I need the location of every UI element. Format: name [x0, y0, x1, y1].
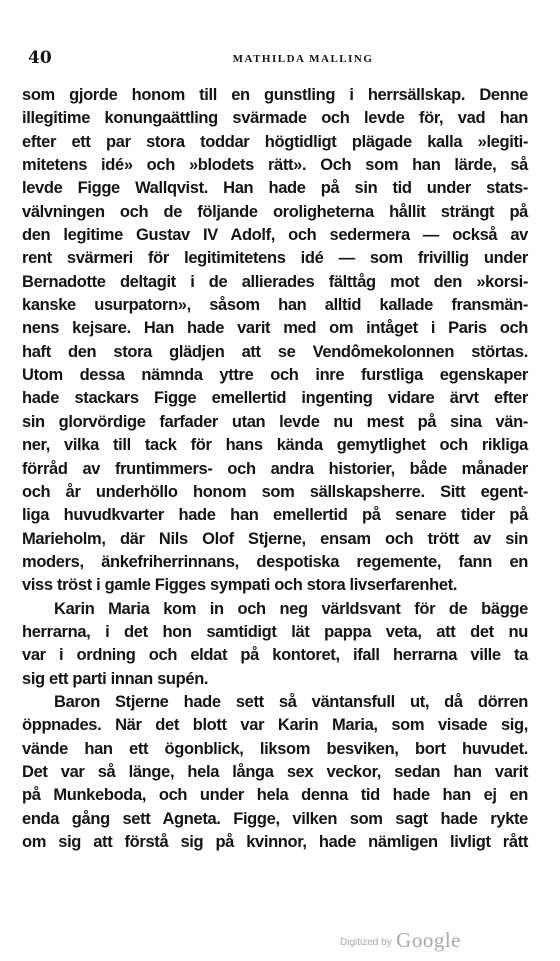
text-line: hade stackars Figge emellertid ingenting vidare ärvt efter [22, 389, 528, 408]
body-text [22, 84, 528, 854]
text-line: nens kejsare. Han hade varit med om intåget i Paris och [22, 319, 528, 338]
text-line: Marieholm, där Nils Olof Stjerne, ensam och trött av sin [22, 529, 528, 548]
text-line: öppnades. När det blott var Karin Maria, som visade sig, [22, 716, 528, 735]
digitized-watermark [340, 928, 461, 953]
text-line: herrarna, i det hon samtidigt lät pappa veta, att det nu [22, 622, 528, 641]
text-line: sig ett parti innan supén. [22, 669, 209, 688]
page-number: 40 [28, 48, 52, 68]
text-line: liga huvudkvarter hade han emellertid på senare tider på [22, 506, 528, 525]
page-header [28, 48, 528, 72]
text-line: mitetens idé» och »blodets rätt». Och som han lärde, så [22, 156, 528, 175]
text-line: på Munkeboda, och under hela denna tid hade han ej en [22, 786, 528, 805]
text-line: kanske usurpatorn», såsom han alltid kallade fransmän- [22, 296, 528, 315]
text-line: som gjorde honom till en gunstling i herrsällskap. Denne [22, 86, 528, 104]
paragraph [22, 691, 528, 854]
text-line: rent svärmeri för legitimitetens idé — som frivillig under [22, 249, 528, 268]
text-line: haft den stora glädjen att se Vendômekolonnen störtas. [22, 342, 528, 361]
text-line: om sig att förstå sig på kvinnor, hade nämligen livligt rått [22, 833, 528, 851]
text-line: ner, vilka till tack för hans kända gemytlighet och rikliga [22, 436, 528, 455]
text-line: Karin Maria kom in och neg världsvant för de bägge [54, 599, 528, 618]
text-line: levde Figge Wallqvist. Han hade på sin tid under stats- [22, 179, 528, 198]
text-line: moders, änkefriherrinnans, despotiska regemente, fann en [22, 552, 528, 571]
text-line: och år underhöllo honom som sällskapsherre. Sitt egent- [22, 482, 528, 501]
google-logo-text: Google [396, 928, 461, 952]
text-line: viss tröst i gamle Figges sympati och stora livserfarenhet. [22, 576, 458, 595]
running-head: MATHILDA MALLING [232, 53, 374, 65]
text-line: Baron Stjerne hade sett så väntansfull ut, då dörren [54, 692, 528, 711]
text-line: var i ordning och eldat på kontoret, ifall herrarna ville ta [22, 646, 528, 665]
text-line: enda gång sett Agneta. Figge, vilken som sagt hade rykte [22, 809, 528, 828]
text-line: efter ett par stora toddar högtidligt plägade kalla »legiti- [22, 132, 528, 151]
paragraph [22, 598, 528, 691]
text-line: vände han ett ögonblick, liksom besviken, bort huvudet. [22, 739, 528, 758]
text-line: välvningen och de följande oroligheterna hållit strängt på [22, 202, 528, 221]
text-line: den legitime Gustav IV Adolf, och sedermera — också av [22, 226, 528, 245]
text-line: sin glorvördige farfader utan levde nu mest på sina vän- [22, 412, 528, 431]
paragraph [22, 84, 528, 598]
digitized-by-label: Digitized by [340, 937, 392, 948]
text-line: illegitime konungaättling svärmade och levde för, vad han [22, 109, 528, 128]
text-line: förråd av fruntimmers- och andra historier, både månader [22, 459, 528, 478]
text-line: Bernadotte deltagit i de allierades fälttåg mot den »korsi- [22, 272, 528, 291]
text-line: Det var så länge, hela långa sex veckor, sedan han varit [22, 762, 528, 781]
text-line: Utom dessa nämnda yttre och inre furstliga egenskaper [22, 366, 528, 385]
